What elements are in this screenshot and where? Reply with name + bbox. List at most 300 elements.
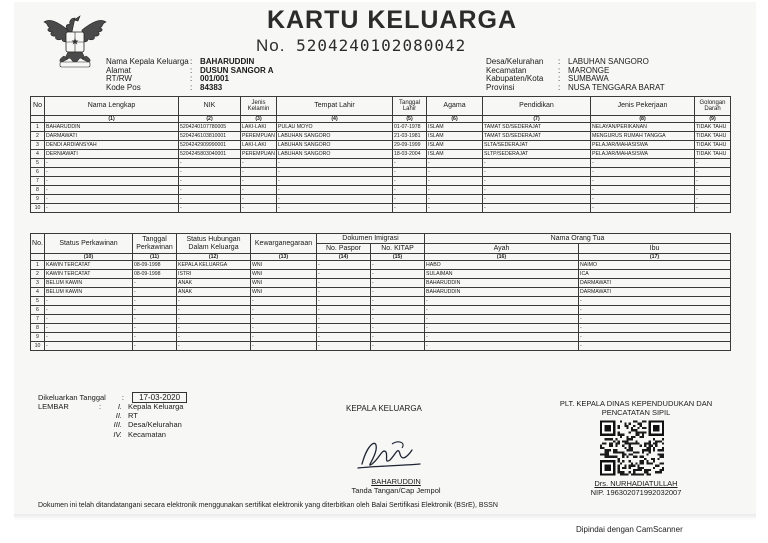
table-cell: -: [277, 168, 393, 177]
lembar-label-line: [38, 402, 101, 411]
table-cell: 5: [31, 159, 45, 168]
table-row: [31, 132, 731, 141]
table-cell: -: [371, 333, 425, 342]
table-cell: -: [133, 315, 177, 324]
kk-number: [256, 36, 536, 56]
table-cell: PULAU MOYO: [277, 123, 393, 132]
table-cell: -: [579, 324, 731, 333]
table-cell: SLTA/SEDERAJAT: [483, 141, 591, 150]
table-cell: -: [591, 177, 695, 186]
table-cell: -: [427, 186, 483, 195]
lembar-num: II.: [115, 411, 122, 421]
official-nip: NIP. 196302071992032007: [590, 487, 682, 497]
table-cell: -: [425, 333, 579, 342]
lembar-list: [110, 402, 183, 439]
col-header: No: [31, 97, 45, 116]
table-cell: BAHARUDDIN: [45, 123, 179, 132]
table-cell: DARMAWATI: [579, 279, 731, 288]
info-value: NUSA TENGGARA BARAT: [568, 82, 665, 92]
list-item: [110, 430, 183, 439]
info-label: Desa/Kelurahan: [486, 57, 544, 66]
table-cell: -: [393, 186, 427, 195]
head-sign-block: [336, 478, 456, 495]
table-row: [31, 123, 731, 132]
table-row: [31, 195, 731, 204]
col-number: (3): [241, 116, 277, 123]
table-cell: -: [45, 186, 179, 195]
list-item: [110, 420, 183, 429]
table-cell: -: [241, 177, 277, 186]
table-cell: ISLAM: [427, 123, 483, 132]
col-header: No. KITAP: [371, 244, 425, 254]
info-label: Alamat: [106, 65, 131, 75]
table-cell: -: [393, 159, 427, 168]
table-cell: -: [133, 279, 177, 288]
col-number: [31, 116, 45, 123]
issued-colon: :: [121, 393, 125, 402]
table-cell: -: [425, 315, 579, 324]
table-cell: -: [427, 195, 483, 204]
table-row: [31, 333, 731, 342]
table-cell: -: [251, 306, 317, 315]
list-item: [110, 402, 183, 411]
table-cell: -: [45, 168, 179, 177]
col-header: Tempat Lahir: [277, 97, 393, 116]
col-number: (6): [427, 116, 483, 123]
document-title: KARTU KELUARGA: [266, 6, 518, 34]
lembar-text: Desa/Kelurahan: [128, 420, 182, 430]
table-cell: -: [277, 186, 393, 195]
issued-label: Dikeluarkan Tanggal: [38, 393, 106, 402]
col-number: (14): [317, 254, 371, 261]
table-cell: DENDI ARDIANSYAH: [45, 141, 179, 150]
table-cell: 7: [31, 315, 45, 324]
table-cell: KAWIN TERCATAT: [45, 270, 133, 279]
table-cell: -: [133, 324, 177, 333]
scanner-watermark: Dipindai dengan CamScanner: [576, 525, 683, 534]
col-header: Pendidikan: [483, 97, 591, 116]
table-cell: 9: [31, 195, 45, 204]
table-cell: -: [695, 159, 731, 168]
table-row: [31, 261, 731, 270]
col-number: (12): [177, 254, 251, 261]
table-cell: -: [371, 261, 425, 270]
table-cell: -: [427, 159, 483, 168]
table-cell: -: [177, 324, 251, 333]
table-cell: BELUM KAWIN: [45, 279, 133, 288]
table-cell: -: [45, 306, 133, 315]
table-cell: -: [45, 177, 179, 186]
col-header: Golongan Darah: [695, 97, 731, 116]
table-cell: 08-09-1998: [133, 270, 177, 279]
table-cell: -: [483, 168, 591, 177]
table-cell: NELAYAN/PERIKANAN: [591, 123, 695, 132]
table-cell: -: [45, 195, 179, 204]
table-cell: BAHARUDDIN: [425, 279, 579, 288]
table-cell: -: [591, 168, 695, 177]
qr-code-icon: [600, 420, 664, 476]
table-cell: SLTP/SEDERAJAT: [483, 150, 591, 159]
official-title: PLT. KEPALA DINAS KEPENDUDUKAN DAN PENCATATAN SIPIL: [559, 399, 713, 417]
table-cell: ANAK: [177, 288, 251, 297]
table-cell: ANAK: [177, 279, 251, 288]
table-cell: 4: [31, 288, 45, 297]
table-cell: -: [177, 315, 251, 324]
table-cell: 2: [31, 132, 45, 141]
col-number: (16): [425, 254, 579, 261]
info-label: Kode Pos: [106, 82, 141, 92]
table-cell: -: [45, 159, 179, 168]
col-number: (9): [695, 116, 731, 123]
col-number: (10): [45, 254, 133, 261]
table-cell: -: [177, 306, 251, 315]
table-cell: KEPALA KELUARGA: [177, 261, 251, 270]
info-value: LABUHAN SANGORO: [568, 57, 649, 66]
table-cell: TAMAT SD/SEDERAJAT: [483, 132, 591, 141]
table-cell: PEREMPUAN: [242, 133, 275, 139]
table-row: [31, 186, 731, 195]
table-cell: -: [579, 333, 731, 342]
table-cell: 2: [31, 270, 45, 279]
table-row: [31, 297, 731, 306]
table-cell: -: [591, 195, 695, 204]
table-cell: -: [241, 186, 277, 195]
table-cell: ISLAM: [427, 141, 483, 150]
table-cell: ISLAM: [427, 132, 483, 141]
table-cell: TIDAK TAHU: [695, 123, 731, 132]
table-cell: KAWIN TERCATAT: [45, 261, 133, 270]
kk-number-value: 5204240102080042: [296, 36, 467, 55]
col-number: (4): [277, 116, 393, 123]
table-cell: -: [177, 342, 251, 351]
info-label: Nama Kepala Keluarga: [106, 57, 189, 66]
table-cell: -: [371, 306, 425, 315]
table-cell: 08-09-1998: [133, 261, 177, 270]
col-header: Kewarganegaraan: [251, 234, 317, 254]
official-name: Drs. NURHADIATULLAH: [594, 479, 678, 488]
table-cell: 7: [31, 177, 45, 186]
table-cell: 6: [31, 168, 45, 177]
col-number: (11): [133, 254, 177, 261]
info-value: 84383: [200, 82, 223, 92]
table-cell: 10: [31, 204, 45, 213]
table-cell: WNI: [251, 279, 317, 288]
table-cell: 4: [31, 150, 45, 159]
lembar-num: I.: [117, 402, 122, 411]
table-cell: -: [591, 186, 695, 195]
table-cell: -: [45, 315, 133, 324]
col-number: (17): [579, 254, 731, 261]
table-cell: ICA: [579, 270, 731, 279]
table-cell: -: [393, 195, 427, 204]
col-header: No. Paspor: [317, 244, 371, 254]
table-cell: -: [317, 324, 371, 333]
table-row: [31, 342, 731, 351]
table-cell: -: [179, 186, 241, 195]
table-cell: 3: [31, 141, 45, 150]
table-cell: WNI: [251, 261, 317, 270]
table-row: [31, 204, 731, 213]
table-cell: -: [425, 306, 579, 315]
table-cell: -: [393, 168, 427, 177]
table-cell: -: [179, 168, 241, 177]
table-cell: LAKI-LAKI: [241, 123, 277, 132]
table-row: [31, 270, 731, 279]
table-cell: BELUM KAWIN: [45, 288, 133, 297]
table-cell: LABUHAN SANGORO: [277, 132, 393, 141]
table-cell: -: [45, 297, 133, 306]
info-label: Provinsi: [486, 82, 515, 92]
table-cell: -: [277, 177, 393, 186]
info-value: 001/001: [200, 74, 229, 84]
table-cell: BAHARUDDIN: [425, 288, 579, 297]
table-cell: DARMAWATI: [45, 132, 179, 141]
lembar-text: Kepala Keluarga: [128, 402, 184, 411]
col-header: NIK: [179, 97, 241, 116]
table-cell: -: [251, 297, 317, 306]
col-header: Tanggal Perkawinan: [133, 234, 177, 254]
col-number: (13): [251, 254, 317, 261]
table-cell: -: [45, 324, 133, 333]
lembar-text: Kecamatan: [128, 429, 166, 439]
head-sign-caption: Tanda Tangan/Cap Jempol: [351, 485, 441, 495]
table-cell: 21-03-1981: [393, 132, 427, 141]
lembar-colon: :: [98, 402, 102, 411]
table-cell: -: [277, 204, 393, 213]
table-cell: 8: [31, 186, 45, 195]
lembar-num: III.: [113, 420, 122, 430]
table-cell: -: [483, 186, 591, 195]
table-cell: -: [591, 159, 695, 168]
table-cell: -: [133, 333, 177, 342]
table-row: [31, 159, 731, 168]
table-cell: -: [695, 186, 731, 195]
table-cell: -: [695, 168, 731, 177]
table-cell: PELAJAR/MAHASISWA: [591, 150, 695, 159]
table-cell: 5204246103810001: [179, 132, 241, 141]
table-cell: -: [241, 159, 277, 168]
table-cell: -: [371, 324, 425, 333]
info-label: RT/RW: [106, 74, 132, 84]
table-cell: 01-07-1978: [393, 123, 427, 132]
garuda-emblem-icon: [40, 12, 110, 70]
table-cell: -: [251, 324, 317, 333]
table-cell: 8: [31, 324, 45, 333]
col-header: Ibu: [579, 244, 731, 254]
table-cell: SULAIMAN: [425, 270, 579, 279]
table-cell: -: [133, 342, 177, 351]
col-number: (7): [483, 116, 591, 123]
table-cell: DERNIAWATI: [45, 150, 179, 159]
table-cell: -: [317, 261, 371, 270]
table-cell: -: [251, 342, 317, 351]
info-label: Kabupaten/Kota: [486, 74, 544, 84]
table-cell: -: [579, 306, 731, 315]
table-cell: WNI: [251, 288, 317, 297]
table-cell: 9: [31, 333, 45, 342]
table-cell: -: [483, 177, 591, 186]
table-row: [31, 324, 731, 333]
table-cell: ISLAM: [427, 150, 483, 159]
table-cell: -: [371, 297, 425, 306]
col-header: Dokumen Imigrasi: [317, 234, 425, 244]
table-cell: ISTRI: [177, 270, 251, 279]
table-cell: LABUHAN SANGORO: [277, 150, 393, 159]
col-header: Ayah: [425, 244, 579, 254]
table-cell: -: [179, 159, 241, 168]
table-cell: NAIMO: [579, 261, 731, 270]
table-cell: -: [695, 204, 731, 213]
table-cell: -: [483, 195, 591, 204]
table-cell: -: [133, 297, 177, 306]
table-row: [31, 279, 731, 288]
table-cell: -: [371, 342, 425, 351]
table-cell: -: [393, 177, 427, 186]
col-number-row: [31, 254, 731, 261]
table-cell: -: [317, 279, 371, 288]
col-header: Status Hubungan Dalam Keluarga: [177, 234, 251, 254]
table-row: [31, 288, 731, 297]
table-cell: -: [393, 204, 427, 213]
table-cell: MENGURUS RUMAH TANGGA: [591, 132, 695, 141]
info-value: BAHARUDDIN: [200, 57, 255, 66]
info-value: SUMBAWA: [568, 74, 609, 84]
info-value: DUSUN SANGOR A: [200, 65, 274, 75]
table-cell: -: [425, 297, 579, 306]
table-cell: -: [241, 168, 277, 177]
table-cell: -: [317, 342, 371, 351]
table-cell: -: [371, 279, 425, 288]
table-cell: 5204240107780005: [179, 123, 241, 132]
issued-date: 17-03-2020: [132, 392, 187, 403]
table-cell: -: [179, 204, 241, 213]
table-row: [31, 306, 731, 315]
table-row: [31, 315, 731, 324]
col-number-row: [31, 116, 731, 123]
info-label: Kecamatan: [486, 65, 527, 75]
head-sign-title: KEPALA KELUARGA: [346, 404, 422, 413]
table-cell: 6: [31, 306, 45, 315]
table-cell: -: [317, 297, 371, 306]
col-header: Jenis Kelamin: [241, 97, 277, 116]
lembar-text: RT: [128, 411, 138, 421]
table-cell: -: [133, 288, 177, 297]
col-header: Jenis Pekerjaan: [591, 97, 695, 116]
table-cell: -: [277, 195, 393, 204]
table-cell: -: [695, 195, 731, 204]
table-cell: 5204242909990001: [179, 141, 241, 150]
footnote: Dokumen ini telah ditandatangani secara elektronik menggunakan sertifikat elektronik yang diterbitkan oleh Balai Sertifikasi Elektronik (BSrE), BSSN: [38, 502, 498, 509]
lembar-num: IV.: [113, 429, 122, 439]
col-header: Nama Lengkap: [45, 97, 179, 116]
kk-number-label: No.: [256, 36, 286, 55]
col-number: [31, 254, 45, 261]
table-cell: -: [579, 315, 731, 324]
official-sign-block: [556, 480, 716, 497]
col-number: (8): [591, 116, 695, 123]
col-header: Nama Orang Tua: [425, 234, 731, 244]
table-row: [31, 168, 731, 177]
list-item: [110, 411, 183, 420]
table-cell: -: [317, 306, 371, 315]
table-cell: 3: [31, 279, 45, 288]
table-cell: TIDAK TAHU: [695, 141, 731, 150]
table-cell: -: [483, 204, 591, 213]
table-cell: -: [371, 270, 425, 279]
table-cell: 1: [31, 261, 45, 270]
table-cell: -: [427, 177, 483, 186]
table-cell: -: [427, 168, 483, 177]
head-sign-name: BAHARUDDIN: [371, 477, 421, 486]
col-number: (15): [371, 254, 425, 261]
table-cell: 18-03-2004: [393, 150, 427, 159]
table-cell: -: [179, 195, 241, 204]
table-cell: -: [45, 204, 179, 213]
table-cell: PELAJAR/MAHASISWA: [591, 141, 695, 150]
table-row: [31, 177, 731, 186]
table-cell: -: [579, 342, 731, 351]
table-cell: DARMAWATI: [579, 288, 731, 297]
table-cell: -: [179, 177, 241, 186]
table-cell: 5204245803040001: [179, 150, 241, 159]
table-cell: 29-09-1999: [393, 141, 427, 150]
paper-edge: [14, 514, 756, 520]
table-cell: -: [241, 195, 277, 204]
table-cell: TIDAK TAHU: [695, 132, 731, 141]
table-cell: -: [45, 342, 133, 351]
lembar-label: LEMBAR: [38, 402, 69, 411]
table-cell: 1: [31, 123, 45, 132]
table-cell: -: [177, 297, 251, 306]
table-row: [31, 141, 731, 150]
table-cell: -: [371, 288, 425, 297]
table-cell: -: [371, 315, 425, 324]
table-cell: -: [317, 288, 371, 297]
table-cell: 10: [31, 342, 45, 351]
table-cell: -: [425, 324, 579, 333]
table-cell: LAKI-LAKI: [241, 141, 277, 150]
table-cell: -: [317, 315, 371, 324]
table-cell: HABO: [425, 261, 579, 270]
signature-icon: [352, 434, 424, 474]
head-info: Nama Kepala Keluarga : BAHARUDDIN Alamat : DUSUN SANGOR A RT/RW : 001/001 Kode Pos : 84383: [106, 57, 274, 92]
col-header: Tanggal Lahir: [393, 97, 427, 116]
col-number: (2): [179, 116, 241, 123]
table-cell: -: [251, 315, 317, 324]
col-header: Agama: [427, 97, 483, 116]
table-cell: -: [241, 204, 277, 213]
table-cell: -: [427, 204, 483, 213]
table-cell: -: [317, 270, 371, 279]
col-header: No.: [31, 234, 45, 254]
region-info: Desa/Kelurahan : LABUHAN SANGORO Kecamatan : MARONGE Kabupaten/Kota : SUMBAWA Provinsi : NUSA TENGGARA BARAT: [486, 57, 665, 92]
info-value: MARONGE: [568, 65, 610, 75]
col-number: (5): [393, 116, 427, 123]
table-cell: LABUHAN SANGORO: [277, 141, 393, 150]
table-row: [31, 150, 731, 159]
status-table: [30, 233, 731, 351]
table-cell: -: [251, 333, 317, 342]
table-cell: TAMAT SD/SEDERAJAT: [483, 123, 591, 132]
members-table: [30, 96, 731, 213]
table-cell: -: [425, 342, 579, 351]
table-cell: -: [579, 297, 731, 306]
table-cell: -: [277, 159, 393, 168]
table-cell: PEREMPUAN: [242, 151, 275, 157]
table-cell: -: [695, 177, 731, 186]
table-cell: -: [177, 333, 251, 342]
table-cell: WNI: [251, 270, 317, 279]
